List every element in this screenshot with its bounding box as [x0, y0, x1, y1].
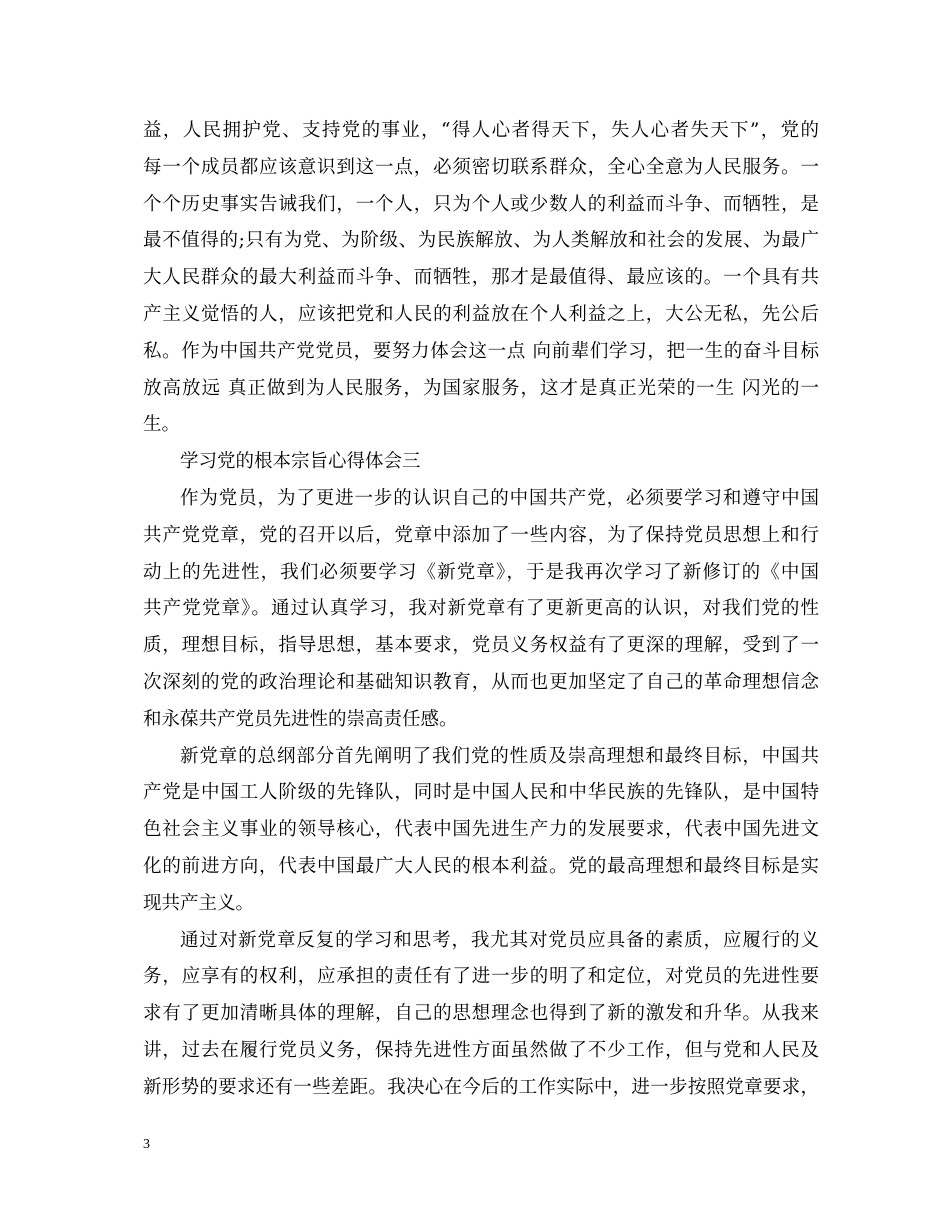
section-heading: 学习党的根本宗旨心得体会三 [180, 451, 421, 473]
text-line: 共产党党章，党的召开以后，党章中添加了一些内容，为了保持党员思想上和行 [143, 524, 819, 546]
text-line: 放高放远 真正做到为人民服务，为国家服务，这才是真正光荣的一生 闪光的一 [143, 377, 819, 399]
text-line: 产主义觉悟的人，应该把党和人民的利益放在个人利益之上，大公无私，先公后 [143, 303, 819, 325]
text-line: 讲，过去在履行党员义务，保持先进性方面虽然做了不少工作，但与党和人民及 [143, 1039, 819, 1061]
text-line: 动上的先进性，我们必须要学习《新党章》，于是我再次学习了新修订的《中国 [143, 561, 819, 583]
text-line: 私。作为中国共产党党员，要努力体会这一点 向前辈们学习，把一生的奋斗目标 [143, 340, 819, 362]
text-line: 产党是中国工人阶级的先锋队，同时是中国人民和中华民族的先锋队，是中国特 [143, 782, 819, 804]
text-line: 每一个成员都应该意识到这一点，必须密切联系群众，全心全意为人民服务。一 [143, 156, 819, 178]
text-line: 务，应享有的权利，应承担的责任有了进一步的明了和定位，对党员的先进性要 [143, 966, 819, 988]
text-line: 新形势的要求还有一些差距。我决心在今后的工作实际中，进一步按照党章要求， [143, 1076, 819, 1098]
text-line: 色社会主义事业的领导核心，代表中国先进生产力的发展要求，代表中国先进文 [143, 819, 819, 841]
text-line: 和永葆共产党员先进性的崇高责任感。 [143, 708, 458, 730]
text-line: 作为党员，为了更进一步的认识自己的中国共产党，必须要学习和遵守中国 [180, 487, 819, 509]
text-line: 现共产主义。 [143, 892, 255, 914]
text-line: 个个历史事实告诫我们，一个人，只为个人或少数人的利益而斗争、而牺牲，是 [143, 193, 819, 215]
text-line: 新党章的总纲部分首先阐明了我们党的性质及崇高理想和最终目标，中国共 [180, 745, 819, 767]
body-text [143, 113, 819, 1107]
page-number: 3 [143, 1137, 150, 1152]
text-line: 通过对新党章反复的学习和思考，我尤其对党员应具备的素质，应履行的义 [180, 929, 819, 951]
text-line: 质，理想目标，指导思想，基本要求，党员义务权益有了更深的理解，受到了一 [143, 635, 819, 657]
text-line: 共产党党章》。通过认真学习，我对新党章有了更新更高的认识，对我们党的性 [143, 598, 819, 620]
text-line: 求有了更加清晰具体的理解，自己的思想理念也得到了新的激发和升华。从我来 [143, 1003, 819, 1025]
text-line: 益，人民拥护党、支持党的事业，“得人心者得天下，失人心者失天下”，党的 [143, 120, 819, 141]
text-line: 最不值得的;只有为党、为阶级、为民族解放、为人类解放和社会的发展、为最广 [143, 230, 819, 252]
text-line: 次深刻的党的政治理论和基础知识教育，从而也更加坚定了自己的革命理想信念 [143, 671, 819, 693]
text-line: 生。 [143, 414, 181, 436]
text-line: 大人民群众的最大利益而斗争、而牺牲，那才是最值得、最应该的。一个具有共 [143, 267, 819, 289]
text-line: 化的前进方向，代表中国最广大人民的根本利益。党的最高理想和最终目标是实 [143, 855, 819, 877]
